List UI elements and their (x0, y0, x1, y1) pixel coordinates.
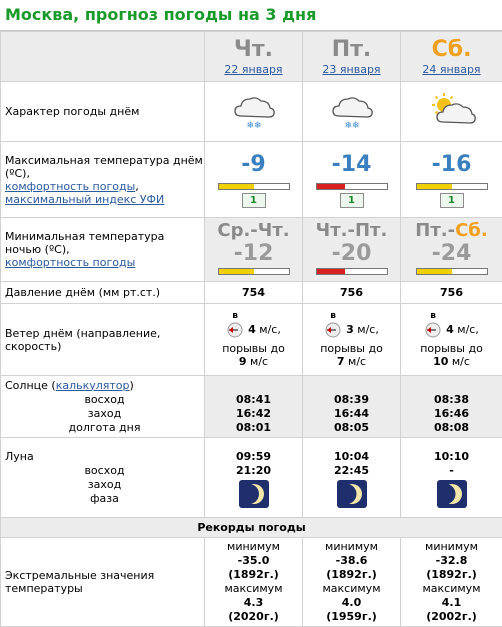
wind-arrow-icon (424, 321, 442, 339)
svg-text:❄❄: ❄❄ (245, 121, 262, 130)
moon-crescent-icon (239, 480, 269, 508)
minimum-label: минимум (227, 540, 280, 553)
phase-label: фаза (90, 491, 119, 505)
wind-gust: 10 (433, 355, 449, 368)
weather-icon-cell (401, 82, 502, 142)
row-label: Минимальная температура ночью (ºC), (5, 230, 165, 256)
record-min-year: (1892г.) (326, 568, 377, 581)
row-label: Максимальная температура днём (ºC), (5, 153, 203, 180)
sun-cloud-icon (427, 90, 477, 130)
comfort-bar-fill (417, 269, 452, 274)
max-temp-cell (401, 142, 502, 218)
record-cell (401, 538, 502, 627)
moonset-label: заход (87, 477, 122, 491)
wind-arrow-icon (226, 321, 244, 339)
comma: , (135, 179, 139, 193)
gust-unit: м/с (348, 355, 367, 368)
day-header-0 (205, 32, 303, 82)
wind-unit: м/с, (457, 323, 479, 336)
moonrise-label: восход (84, 463, 125, 477)
sun-cell (205, 376, 303, 438)
row-label: Характер погоды днём (1, 82, 205, 142)
moon-label-cell (1, 438, 205, 518)
wind-direction: в (330, 311, 336, 321)
comfort-link[interactable]: комфортность погоды (5, 256, 136, 269)
max-temp: -16 (431, 151, 472, 177)
uv-index-badge: 1 (340, 193, 364, 208)
uv-index-badge: 1 (440, 193, 464, 208)
moonset-time: - (449, 463, 454, 477)
sunrise-time: 08:38 (433, 392, 469, 406)
min-temp: -24 (431, 241, 472, 266)
wind-cell (303, 304, 401, 376)
record-min: -38.6 (335, 554, 368, 567)
record-max-year: (2020г.) (228, 610, 279, 623)
daylength-time: 08:01 (235, 420, 271, 434)
comfort-bar (218, 183, 290, 190)
date-link[interactable]: 24 января (422, 63, 481, 76)
uv-link[interactable]: максимальный индекс УФИ (5, 192, 165, 206)
calculator-link[interactable]: калькулятор (55, 378, 130, 392)
minimum-label: минимум (425, 540, 478, 553)
wind-gust: 7 (336, 355, 345, 368)
forecast-table (0, 31, 502, 627)
wind-cell (205, 304, 303, 376)
moon-cell (303, 438, 401, 518)
gust-prefix: порывы до (320, 342, 383, 355)
gust-unit: м/с (451, 355, 470, 368)
maximum-label: максимум (322, 582, 381, 595)
daylength-time: 08:05 (333, 420, 369, 434)
night-title: Чт.- (315, 220, 355, 241)
max-temp-cell (303, 142, 401, 218)
moon-cell (401, 438, 502, 518)
comfort-bar-fill (219, 269, 254, 274)
wind-arrow-icon (324, 321, 342, 339)
sun-cell (401, 376, 502, 438)
wind-speed: 4 (248, 323, 256, 336)
night-title-day: Пт. (354, 220, 388, 241)
moon-cell (205, 438, 303, 518)
page-title: Москва, прогноз погоды на 3 дня (0, 0, 502, 31)
sun-label: Солнце ( (5, 378, 56, 392)
sun-label-cell (1, 376, 205, 438)
max-temp-cell (205, 142, 303, 218)
record-max: 4.1 (441, 596, 462, 609)
record-max-year: (2002г.) (426, 610, 477, 623)
min-temp: -20 (331, 241, 372, 266)
record-max: 4.0 (341, 596, 362, 609)
maximum-label: максимум (422, 582, 481, 595)
comfort-bar-fill (417, 184, 452, 189)
night-title-day: Чт. (257, 220, 290, 241)
date-link[interactable]: 22 января (224, 63, 283, 76)
record-cell (205, 538, 303, 627)
min-temp-cell (401, 218, 502, 282)
moonrise-time: 09:59 (235, 449, 271, 463)
wind-speed: 3 (346, 323, 354, 336)
daylength-time: 08:08 (433, 420, 469, 434)
day-name: Пт. (331, 37, 372, 62)
min-temp-cell (303, 218, 401, 282)
snow-cloud-icon (229, 90, 279, 130)
min-temp-cell (205, 218, 303, 282)
minimum-label: минимум (325, 540, 378, 553)
day-name: Чт. (234, 37, 273, 62)
wind-unit: м/с, (357, 323, 379, 336)
sunset-time: 16:44 (333, 406, 369, 420)
header-empty-cell (1, 32, 205, 82)
wind-cell (401, 304, 502, 376)
maximum-label: максимум (224, 582, 283, 595)
wind-unit: м/с, (259, 323, 281, 336)
wind-direction: в (430, 311, 436, 321)
sunset-label: заход (87, 406, 122, 420)
sunrise-time: 08:41 (235, 392, 271, 406)
gust-unit: м/с (250, 355, 269, 368)
comfort-bar (316, 268, 388, 275)
moon-crescent-icon (437, 480, 467, 508)
min-temp: -12 (233, 241, 274, 266)
daylength-label: долгота дня (68, 420, 141, 434)
row-label: Экстремальные значения температуры (1, 538, 205, 627)
max-temp-label-cell (1, 142, 205, 218)
pressure-value: 756 (303, 282, 401, 304)
comfort-bar (416, 183, 488, 190)
moon-label: Луна (5, 449, 34, 463)
sun-cell (303, 376, 401, 438)
moon-crescent-icon (337, 480, 367, 508)
comfort-bar (218, 268, 290, 275)
sun-label-close: ) (129, 378, 134, 392)
uv-index-badge: 1 (242, 193, 266, 208)
comfort-bar (416, 268, 488, 275)
comfort-bar-fill (317, 269, 345, 274)
pressure-value: 756 (401, 282, 502, 304)
record-max-year: (1959г.) (326, 610, 377, 623)
comfort-link[interactable]: комфортность погоды (5, 179, 136, 193)
record-max: 4.3 (243, 596, 264, 609)
night-title: Пт.- (415, 220, 456, 241)
records-header: Рекорды погоды (1, 518, 502, 538)
day-header-1 (303, 32, 401, 82)
comfort-bar (316, 183, 388, 190)
comfort-bar-fill (317, 184, 345, 189)
day-name: Сб. (431, 37, 472, 62)
record-min: -35.0 (237, 554, 270, 567)
row-label: Давление днём (мм рт.ст.) (1, 282, 205, 304)
sunrise-time: 08:39 (333, 392, 369, 406)
row-label: Ветер днём (направление, скорость) (1, 304, 205, 376)
day-header-2 (401, 32, 502, 82)
wind-gust: 9 (238, 355, 247, 368)
max-temp: -9 (241, 151, 266, 177)
sunrise-label: восход (84, 392, 125, 406)
sunset-time: 16:42 (235, 406, 271, 420)
svg-text:❄❄: ❄❄ (343, 121, 360, 130)
gust-prefix: порывы до (222, 342, 285, 355)
date-link[interactable]: 23 января (322, 63, 381, 76)
wind-speed: 4 (446, 323, 454, 336)
record-min: -32.8 (435, 554, 468, 567)
weather-icon-cell (303, 82, 401, 142)
min-temp-label-cell (1, 218, 205, 282)
night-title: Ср.- (217, 220, 258, 241)
moonrise-time: 10:04 (333, 449, 369, 463)
moonset-time: 22:45 (333, 463, 369, 477)
gust-prefix: порывы до (420, 342, 483, 355)
record-min-year: (1892г.) (426, 568, 477, 581)
sunset-time: 16:46 (433, 406, 469, 420)
night-title-day: Сб. (455, 220, 488, 241)
record-min-year: (1892г.) (228, 568, 279, 581)
max-temp: -14 (331, 151, 372, 177)
pressure-value: 754 (205, 282, 303, 304)
snow-cloud-icon (327, 90, 377, 130)
wind-direction: в (232, 311, 238, 321)
moonset-time: 21:20 (235, 463, 271, 477)
moonrise-time: 10:10 (433, 449, 469, 463)
weather-icon-cell (205, 82, 303, 142)
record-cell (303, 538, 401, 627)
comfort-bar-fill (219, 184, 254, 189)
